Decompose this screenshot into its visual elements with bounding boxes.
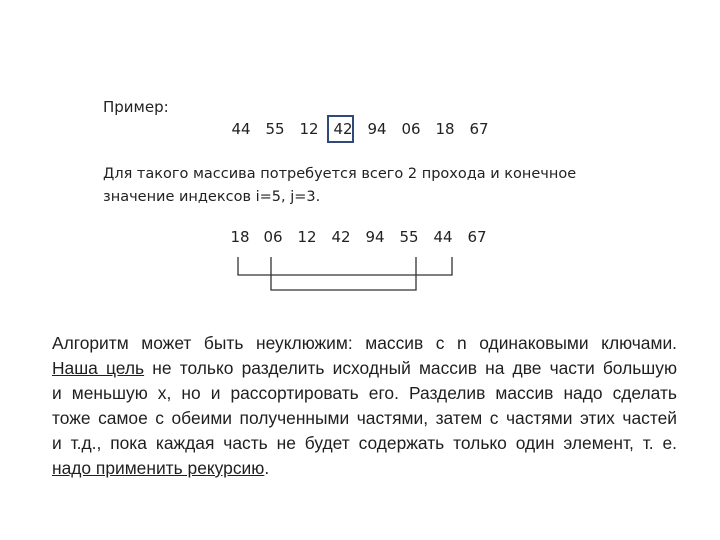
initial-array bbox=[224, 120, 496, 138]
paragraph-text: не только разделить исходный массив на две части большую bbox=[144, 358, 677, 378]
paragraph-line: Алгоритм может быть неуклюжим: массив с n одинаковыми ключами. bbox=[52, 333, 677, 353]
array-cell: 12 bbox=[299, 120, 319, 138]
description bbox=[103, 163, 623, 209]
array-cell: 18 bbox=[230, 228, 250, 246]
array-cell: 55 bbox=[399, 228, 419, 246]
array-cell: 44 bbox=[231, 120, 251, 138]
paragraph-line bbox=[52, 456, 677, 481]
result-array bbox=[224, 228, 494, 246]
inner-bracket bbox=[271, 257, 416, 290]
emphasis-recursion: надо применить рекурсию bbox=[52, 458, 265, 478]
array-cell: 12 bbox=[297, 228, 317, 246]
algorithm-paragraph bbox=[52, 331, 677, 481]
array-cell: 06 bbox=[401, 120, 421, 138]
array-cell: 06 bbox=[263, 228, 283, 246]
pivot-highlight-box bbox=[327, 115, 354, 143]
array-cell: 67 bbox=[467, 228, 487, 246]
example-label: Пример: bbox=[103, 98, 169, 116]
array-cell: 44 bbox=[433, 228, 453, 246]
paragraph-line: и меньшую x, но и рассортировать его. Разделив массив надо сделать bbox=[52, 383, 677, 403]
outer-bracket bbox=[238, 257, 452, 275]
array-cell: 67 bbox=[469, 120, 489, 138]
array-cell: 94 bbox=[365, 228, 385, 246]
emphasis-our-goal: Наша цель bbox=[52, 358, 145, 378]
paragraph-line: и т.д., пока каждая часть не будет содержать только один элемент, т. е. bbox=[52, 433, 677, 453]
array-cell: 55 bbox=[265, 120, 285, 138]
description-line: Для такого массива потребуется всего 2 прохода и конечное bbox=[103, 166, 577, 182]
paragraph-line: тоже самое с обеими полученными частями, затем с частями этих частей bbox=[52, 408, 677, 428]
paragraph-line bbox=[52, 356, 677, 381]
array-cell: 18 bbox=[435, 120, 455, 138]
paragraph-text: . bbox=[264, 458, 270, 478]
array-cell: 42 bbox=[331, 228, 351, 246]
array-cell: 94 bbox=[367, 120, 387, 138]
description-line: значение индексов i=5, j=3. bbox=[103, 189, 321, 205]
array-cell-highlighted: 42 bbox=[333, 120, 353, 138]
